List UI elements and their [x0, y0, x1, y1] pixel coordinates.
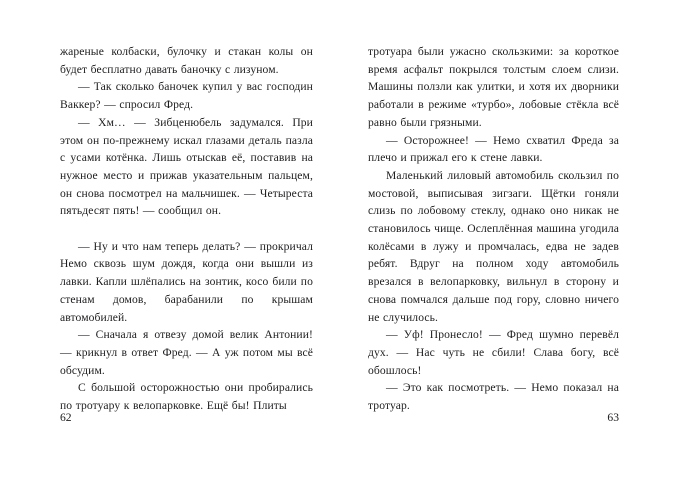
paragraph: С большой осторожностью они пробирались по тротуару к велопарковке. Ещё бы! Плиты — [60, 381, 313, 413]
paragraph: Маленький лиловый автомобиль скользил по мостовой, выписывая зигзаги. Щётки гоняли слизь по лобовому стеклу, однако оно никак не становилось чище. Ослеплённая машина угодила колёсами в лужу и промчалась, едва не задев ребят. Вдруг на полном ходу автомобиль врезался в велопарковку, вильнул в сторону и снова помчался дальше под гору, словно ничего не случилось. — [368, 168, 619, 324]
paragraph: — Осторожнее! — Немо схватил Фреда за плечо и прижал его к стене лавки. — [368, 133, 619, 165]
paragraph: тротуара были ужасно скользкими: за короткое время асфальт покрылся толстым слоем слизи. Машины ползли как улитки, и хотя их дворники работали в режиме «турбо», лобовые стёкла всё равно были грязными. — [368, 45, 619, 129]
left-page-text — [60, 43, 313, 415]
paragraph: — Хм… — Зибценюбель задумался. При этом он по-прежнему искал глазами деталь пазла с усами котёнка. Лишь отыскав её, поставив на нужное место и прижав указательным пальцем, он снова посмотрел на мальчишек. — Четыреста пятьдесят пять! — сообщил он. — [60, 115, 313, 218]
paragraph: — Ну и что нам теперь делать? — прокричал Немо сквозь шум дождя, когда они вышли из лавки. Капли шлёпались на зонтик, косо били по стенам домов, барабанили по крышам автомобилей. — [60, 239, 313, 324]
page-number-left: 62 — [60, 411, 72, 424]
paragraph: — Так сколько баночек купил у вас господин Ваккер? — спросил Фред. — [60, 80, 313, 112]
right-page-text — [368, 43, 619, 415]
paragraph: — Уф! Пронесло! — Фред шумно перевёл дух. — Нас чуть не сбили! Слава богу, всё обошлось! — [368, 328, 619, 377]
page-number-right: 63 — [607, 411, 619, 424]
paragraph: жареные колбаски, булочку и стакан колы он будет бесплатно давать баночку с лизуном. — [60, 45, 313, 76]
paragraph: — Сначала я отвезу домой велик Антонии! — крикнул в ответ Фред. — А уж потом мы всё обсудим. — [60, 328, 313, 377]
paragraph: — Это как посмотреть. — Немо показал на тротуар. — [368, 381, 619, 413]
